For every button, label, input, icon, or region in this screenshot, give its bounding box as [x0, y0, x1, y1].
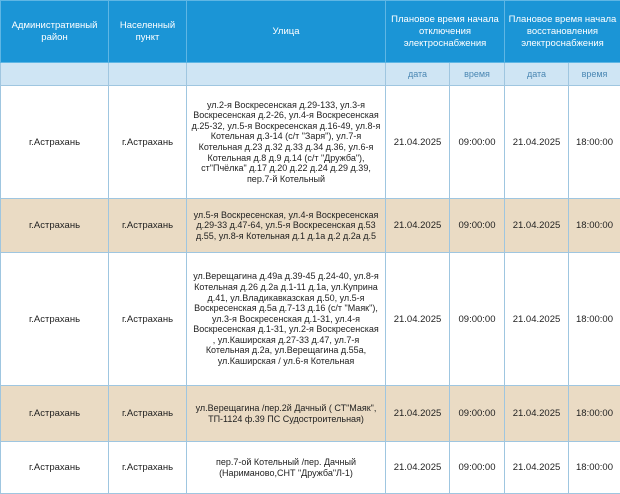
- cell-settlement: г.Астрахань: [109, 442, 187, 494]
- cell-off-date: 21.04.2025: [386, 442, 450, 494]
- cell-on-time: 18:00:00: [569, 199, 620, 253]
- subheader-blank: [187, 63, 386, 86]
- cell-on-time: 18:00:00: [569, 442, 620, 494]
- header-off-time: Плановое время начала отключения электроснабжения: [386, 1, 505, 63]
- table-row: [1, 442, 620, 494]
- cell-on-date: 21.04.2025: [505, 386, 569, 442]
- table-row: [1, 253, 620, 386]
- header-row: [1, 1, 620, 63]
- cell-street: пер.7-ой Котельный /пер. Дачный (Нариманово,СНТ "Дружба"Л-1): [187, 442, 386, 494]
- cell-on-time: 18:00:00: [569, 86, 620, 199]
- header-on-time: Плановое время начала восстановления электроснабжения: [505, 1, 620, 63]
- subheader-on-time: время: [569, 63, 620, 86]
- cell-on-date: 21.04.2025: [505, 199, 569, 253]
- cell-on-time: 18:00:00: [569, 253, 620, 386]
- table-row: [1, 386, 620, 442]
- cell-settlement: г.Астрахань: [109, 199, 187, 253]
- subheader-off-time: время: [450, 63, 505, 86]
- cell-off-time: 09:00:00: [450, 86, 505, 199]
- subheader-blank: [1, 63, 109, 86]
- cell-off-time: 09:00:00: [450, 253, 505, 386]
- cell-on-date: 21.04.2025: [505, 86, 569, 199]
- cell-off-date: 21.04.2025: [386, 199, 450, 253]
- cell-off-date: 21.04.2025: [386, 253, 450, 386]
- header-settlement: Населенный пункт: [109, 1, 187, 63]
- cell-off-time: 09:00:00: [450, 199, 505, 253]
- cell-district: г.Астрахань: [1, 199, 109, 253]
- subheader-blank: [109, 63, 187, 86]
- cell-settlement: г.Астрахань: [109, 386, 187, 442]
- table-row: [1, 199, 620, 253]
- cell-on-date: 21.04.2025: [505, 442, 569, 494]
- cell-settlement: г.Астрахань: [109, 253, 187, 386]
- cell-district: г.Астрахань: [1, 386, 109, 442]
- cell-settlement: г.Астрахань: [109, 86, 187, 199]
- cell-district: г.Астрахань: [1, 253, 109, 386]
- table-row: [1, 86, 620, 199]
- cell-off-date: 21.04.2025: [386, 386, 450, 442]
- cell-on-date: 21.04.2025: [505, 253, 569, 386]
- cell-off-time: 09:00:00: [450, 442, 505, 494]
- cell-off-time: 09:00:00: [450, 386, 505, 442]
- cell-street: ул.2-я Воскресенская д.29-133, ул.3-я Воскресенская д.2-26, ул.4-я Воскресенская д.25-32, ул.5-я Воскресенская д.16-49, ул.8-я Котельная д.3-14 (с/т "Заря"), ул.7-я Котельная д.23 д.32 д.33 д.34 д.36, ул.6-я Котельная д.8 д.9 д.14 (с/т "Дружба"), ст"Пчёлка" д.17 д.20 д.22 д.24 д.29 д.39, пер.7-й Котельный: [187, 86, 386, 199]
- cell-street: ул.5-я Воскресенская, ул.4-я Воскресенская д.29-33 д.47-64, ул.5-я Воскресенская д.53 д.55, ул.8-я Котельная д.1 д.1а д.2 д.2а д.5: [187, 199, 386, 253]
- cell-off-date: 21.04.2025: [386, 86, 450, 199]
- subheader-on-date: дата: [505, 63, 569, 86]
- header-district: Административный район: [1, 1, 109, 63]
- subheader-off-date: дата: [386, 63, 450, 86]
- cell-street: ул.Верещагина /пер.2й Дачный ( СТ"Маяк", ТП-1124 ф.39 ПС Судостроительная): [187, 386, 386, 442]
- cell-district: г.Астрахань: [1, 86, 109, 199]
- cell-district: г.Астрахань: [1, 442, 109, 494]
- subheader-row: [1, 63, 620, 86]
- cell-street: ул.Верещагина д.49а д.39-45 д.24-40, ул.8-я Котельная д.26 д.2а д.1-11 д.1а, ул.Куприна д.41, ул.Владикавказская д.50, ул.5-я Воскресенская д.5а д.7-13 д.16 (с/т "Маяк"), ул.3-я Воскресенская д.1-31, ул.4-я Воскресенская д.1-31, ул.2-я Воскресенская , ул.Каширская д.27-33 д.47, ул.7-я Котельная д.2а, ул.Верещагина д.55а, ул.Каширская / ул.6-я Котельная: [187, 253, 386, 386]
- cell-on-time: 18:00:00: [569, 386, 620, 442]
- header-street: Улица: [187, 1, 386, 63]
